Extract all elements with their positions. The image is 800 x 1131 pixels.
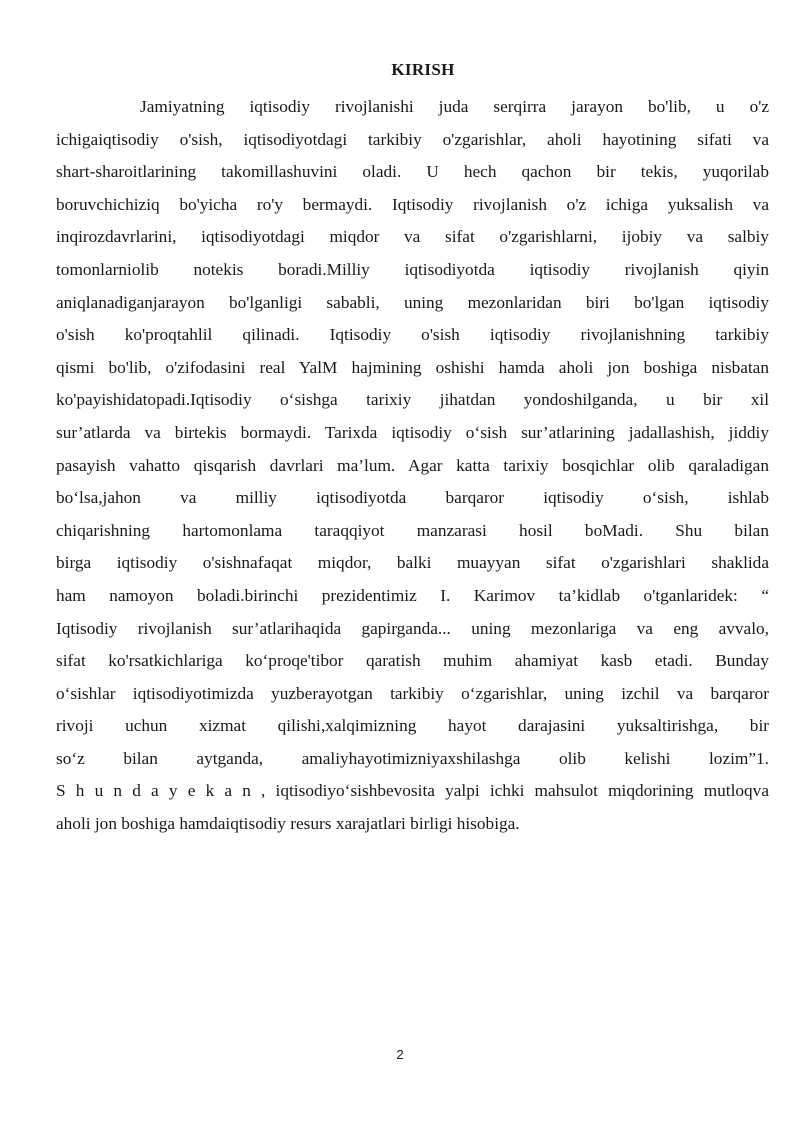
text-line: chiqarishning hartomonlama taraqqiyot manzarasi hosil boMadi. Shu bilan [56,520,769,540]
text-line: o'sish ko'proqtahlil qilinadi. Iqtisodiy o'sish iqtisodiy rivojlanishning tarkibiy [56,325,769,345]
text-line: tomonlarniolib notekis boradi.Milliy iqtisodiyotda iqtisodiy rivojlanish qiyin [56,259,769,279]
text-line: sifat ko'rsatkichlariga ko‘proqe'tibor qaratish muhim ahamiyat kasb etadi. Bunday [56,651,769,671]
text-line: S h u n d a y e k a n , iqtisodiyo‘sishbevosita yalpi ichki mahsulot miqdorining mutloqva [56,781,769,801]
text-line: Jamiyatning iqtisodiy rivojlanishi juda serqirra jarayon bo'lib, u o'z [140,97,769,116]
text-line: inqirozdavrlarini, iqtisodiyotdagi miqdor va sifat o'zgarishlarni, ijobiy va salbiy [56,227,769,247]
text-line: birga iqtisodiy o'sishnafaqat miqdor, balki muayyan sifat o'zgarishlari shaklida [56,553,769,573]
text-line: shart-sharoitlarining takomillashuvini oladi. U hech qachon bir tekis, yuqorilab [56,162,769,182]
page-number: 2 [396,1047,404,1062]
text-line: boruvchichiziq bo'yicha ro'y bermaydi. Iqtisodiy rivojlanish o'z ichiga yuksalish va [56,194,769,214]
text-line: o‘sishlar iqtisodiyotimizda yuzberayotgan tarkibiy o‘zgarishlar, uning izchil va barqaror [56,683,769,703]
body-paragraph [56,91,769,841]
text-line: Iqtisodiy rivojlanish sur’atlarihaqida gapirganda... uning mezonlariga va eng avvalo, [56,618,769,638]
text-line: aniqlanadiganjarayon bo'lganligi sababli, uning mezonlaridan biri bo'lgan iqtisodiy [56,292,769,312]
text-line: rivoji uchun xizmat qilishi,xalqimizning hayot darajasini yuksaltirishga, bir [56,716,769,736]
text-line: aholi jon boshiga hamdaiqtisodiy resurs xarajatlari birligi hisobiga. [56,814,520,834]
text-line: ko'payishidatopadi.Iqtisodiy o‘sishga tarixiy jihatdan yondoshilganda, u bir xil [56,390,769,410]
text-line: pasayish vahatto qisqarish davrlari ma’lum. Agar katta tarixiy bosqichlar olib qaraladigan [56,455,769,475]
text-line: so‘z bilan aytganda, amaliyhayotimizniyaxshilashga olib kelishi lozim”1. [56,748,769,768]
text-line: sur’atlarda va birtekis bormaydi. Tarixda iqtisodiy o‘sish sur’atlarining jadallashish, jiddiy [56,422,769,442]
text-line: bo‘lsa,jahon va milliy iqtisodiyotda barqaror iqtisodiy o‘sish, ishlab [56,488,769,508]
page-title: KIRISH [391,60,455,79]
text-line: ham namoyon boladi.birinchi prezidentimiz I. Karimov ta’kidlab o'tganlaridek: “ [56,585,769,605]
text-line: ichigaiqtisodiy o'sish, iqtisodiyotdagi tarkibiy o'zgarishlar, aholi hayotining sifati va [56,129,769,149]
text-line: qismi bo'lib, o'zifodasini real YalM hajmining oshishi hamda aholi jon boshiga nisbatan [56,357,769,377]
